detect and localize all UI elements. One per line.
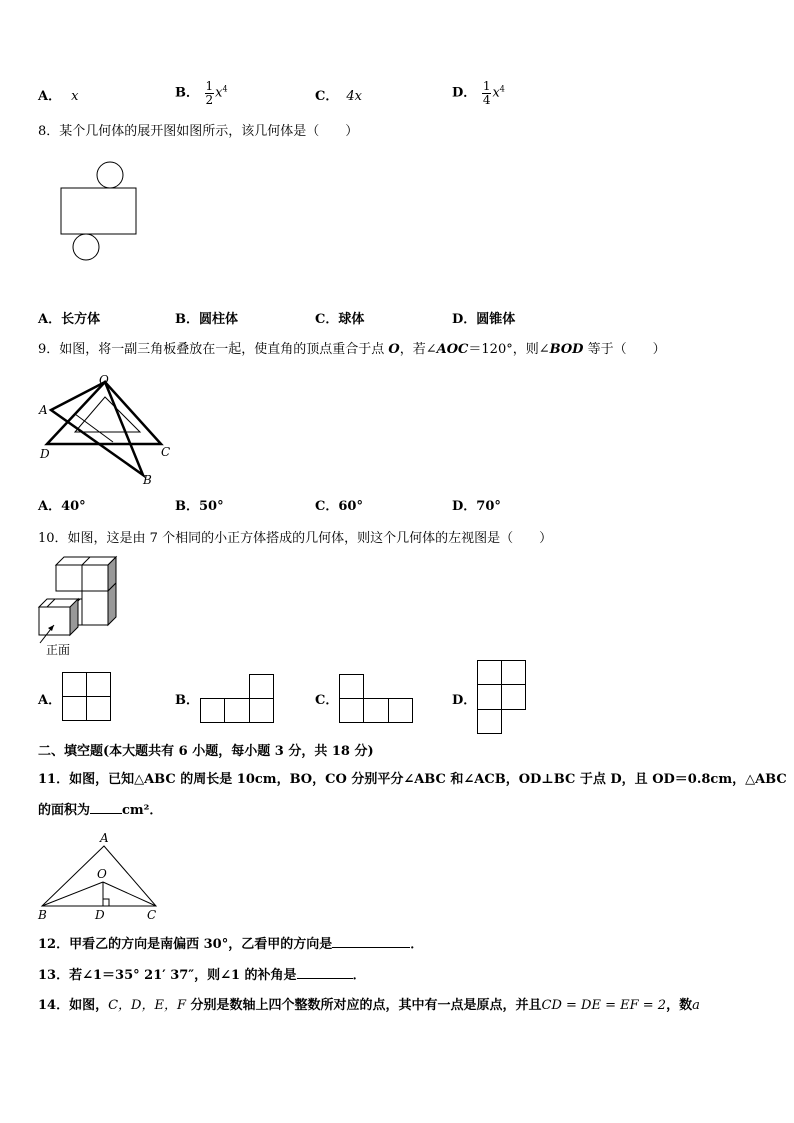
- q9-option-c: C．60°: [315, 499, 363, 514]
- q11-line1: 11．如图，已知△ABC 的周长是 10cm，BO，CO 分别平分∠ABC 和∠ACB，OD⊥BC 于点 D，且 OD＝0.8cm，△ABC: [38, 772, 787, 787]
- q10-option-a: A．: [38, 693, 62, 708]
- q10-option-c-view: [339, 674, 415, 724]
- q11-line2: [38, 801, 162, 820]
- label-c: C: [161, 445, 171, 459]
- variable: x: [492, 85, 500, 101]
- point-labels: C，D，E，F: [108, 998, 186, 1013]
- label-c: C: [147, 908, 157, 922]
- denominator: 4: [482, 93, 491, 107]
- label-b: B: [143, 473, 152, 487]
- q8-option-a: A．长方体: [38, 312, 101, 327]
- label-a: A: [39, 403, 48, 417]
- text: ，若∠: [399, 342, 437, 357]
- q8-option-b: B．圆柱体: [175, 312, 238, 327]
- q10-option-a-view: [62, 672, 112, 724]
- q9-option-a: A．40°: [38, 499, 86, 514]
- angle-label: AOC: [436, 342, 469, 357]
- answer-blank: [332, 935, 410, 948]
- text: 14．如图，: [38, 998, 109, 1013]
- fraction: [205, 80, 215, 107]
- fraction: [482, 80, 492, 107]
- text: ．: [352, 968, 366, 983]
- text: 的面积为: [38, 803, 91, 818]
- exponent: 4: [499, 84, 505, 94]
- q10-option-b: B．: [175, 693, 199, 708]
- text: 9．如图，将一副三角板叠放在一起，使直角的顶点重合于点: [38, 342, 389, 357]
- variable: x: [215, 85, 223, 101]
- q7-option-a: [38, 88, 78, 106]
- q9-question: [38, 341, 666, 359]
- point-label: O: [388, 342, 400, 357]
- variable: a: [692, 998, 700, 1013]
- label-b: B: [38, 908, 47, 922]
- numerator: 1: [205, 79, 214, 93]
- q9-triangle-figure: [35, 372, 175, 487]
- equation: CD = DE = EF = 2: [541, 998, 667, 1013]
- q8-option-c: C．球体: [315, 312, 365, 327]
- front-label: 正面: [46, 643, 71, 657]
- q7-option-b: [175, 80, 228, 107]
- q8-option-d: D．圆锥体: [452, 312, 516, 327]
- text: ，数: [666, 998, 693, 1013]
- q7-option-c: [315, 88, 362, 106]
- angle-label: BOD: [549, 342, 584, 357]
- exponent: 4: [222, 84, 228, 94]
- answer-blank: [297, 966, 353, 979]
- q9-option-d: D．70°: [452, 499, 501, 514]
- text: ．: [410, 937, 424, 952]
- q10-option-c: C．: [315, 693, 339, 708]
- q14-question: [38, 997, 700, 1015]
- q12-question: [38, 935, 423, 954]
- option-value: x: [71, 89, 79, 104]
- text: ＝120°，则∠: [468, 342, 550, 357]
- q13-question: [38, 966, 366, 985]
- denominator: 2: [205, 93, 214, 107]
- label-d: D: [95, 908, 105, 922]
- option-label: A．: [38, 89, 62, 104]
- option-label: B．: [175, 85, 199, 101]
- section-heading: 二、填空题(本大题共有 6 小题，每小题 3 分，共 18 分): [38, 744, 374, 759]
- option-value: 4x: [346, 89, 362, 104]
- label-o: O: [97, 867, 107, 881]
- q11-triangle-figure: [36, 830, 166, 922]
- text: 13．若∠1＝35° 21′ 37″，则∠1 的补角是: [38, 968, 297, 983]
- text: 12．甲看乙的方向是南偏西 30°，乙看甲的方向是: [38, 937, 333, 952]
- q7-option-d: [452, 80, 505, 107]
- text: 分别是数轴上四个整数所对应的点，其中有一点是原点，并且: [185, 998, 542, 1013]
- text: cm²．: [122, 803, 163, 818]
- label-d: D: [40, 447, 50, 461]
- option-label: C．: [315, 89, 339, 104]
- q10-option-d: D．: [452, 693, 477, 708]
- q10-option-b-view: [200, 674, 276, 724]
- answer-blank: [90, 801, 122, 814]
- text: 等于（ ）: [583, 342, 666, 357]
- q10-option-d-view: [477, 660, 529, 736]
- q8-net-figure: [55, 160, 145, 265]
- q8-question: 8．某个几何体的展开图如图所示，该几何体是（ ）: [38, 124, 359, 139]
- option-label: D．: [452, 85, 477, 101]
- q10-question: 10．如图，这是由 7 个相同的小正方体搭成的几何体，则这个几何体的左视图是（ ）: [38, 531, 553, 546]
- label-o: O: [99, 373, 109, 387]
- numerator: 1: [482, 79, 491, 93]
- label-a: A: [100, 831, 109, 845]
- q9-option-b: B．50°: [175, 499, 224, 514]
